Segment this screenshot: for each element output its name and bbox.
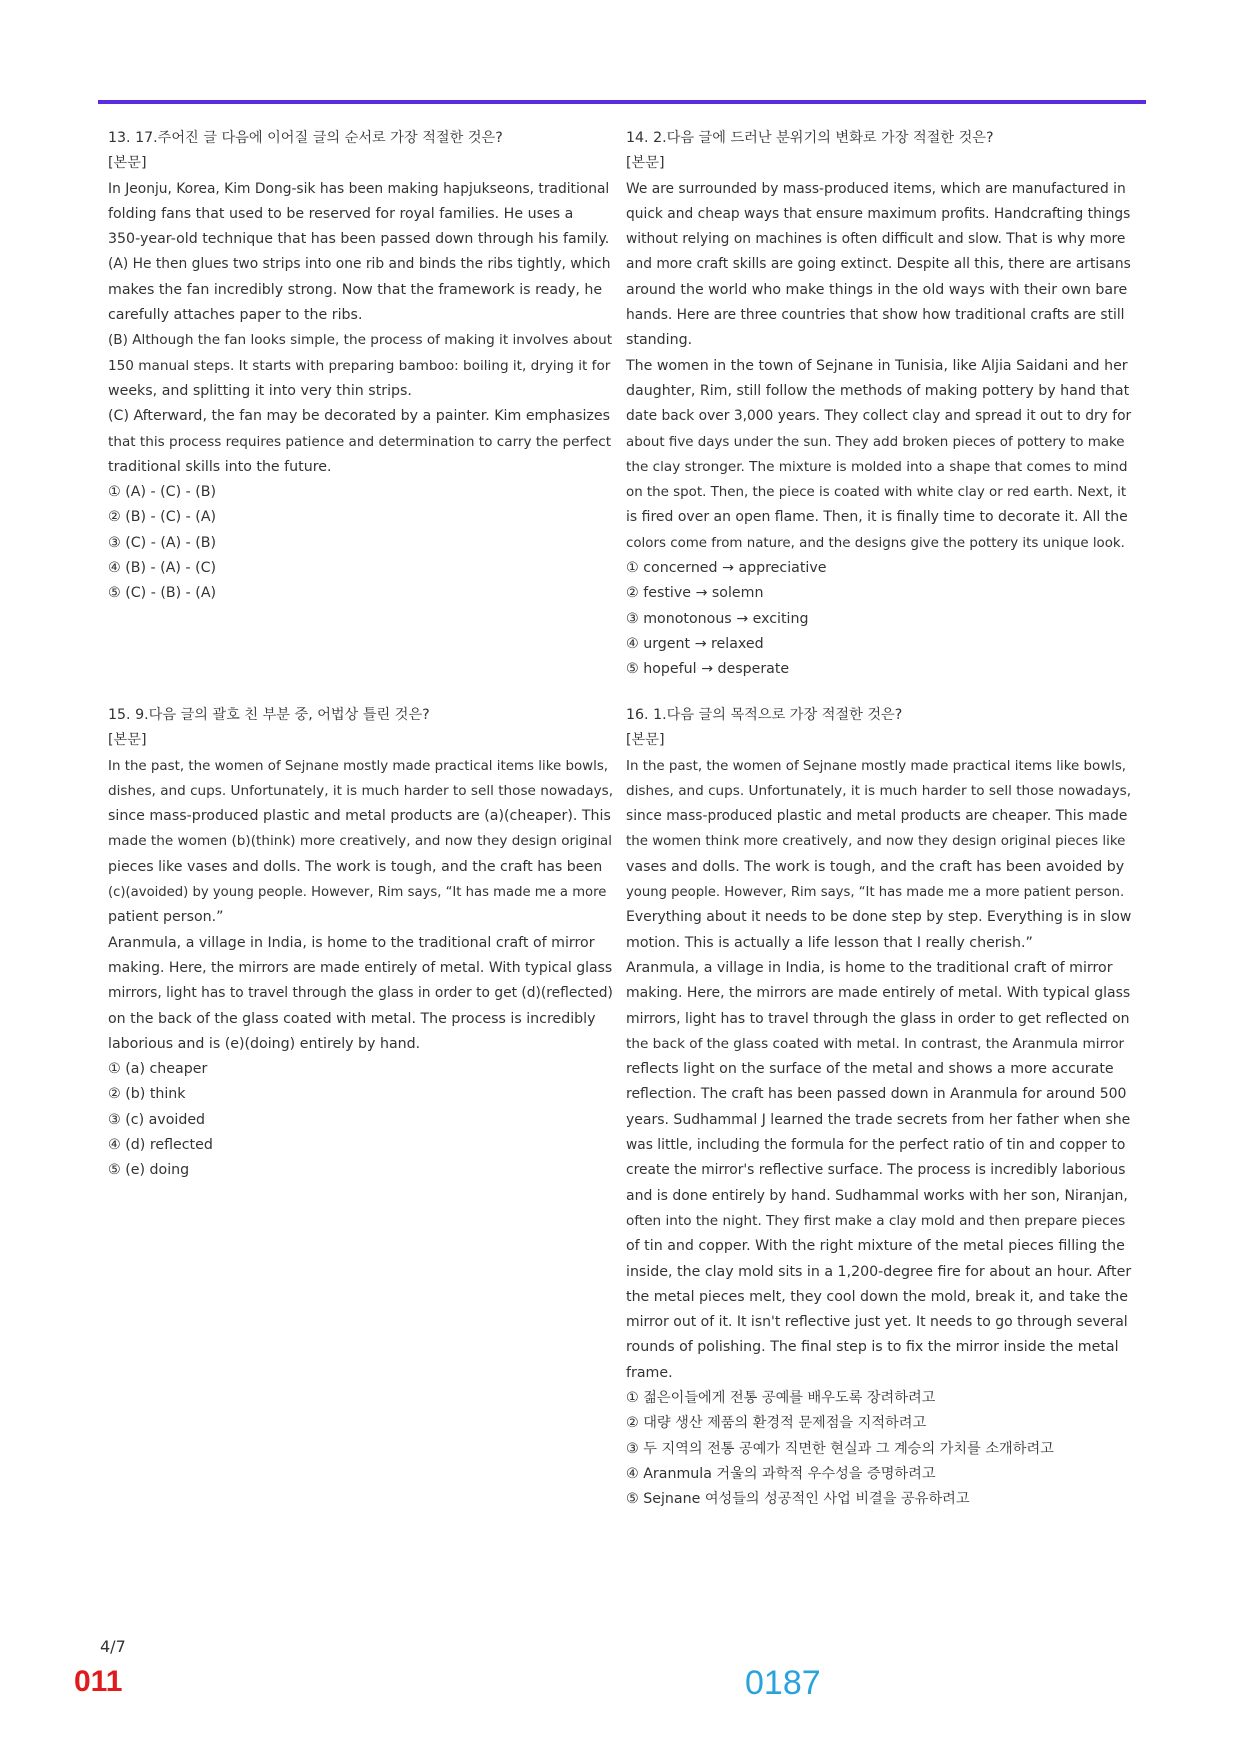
question-title: 13. 17.주어진 글 다음에 이어질 글의 순서로 가장 적절한 것은? bbox=[108, 130, 503, 146]
passage-line: without relying on machines is often difficult and slow. That is why more bbox=[626, 231, 1126, 248]
passage-line: made the women (b)(think) more creatively, and now they design original bbox=[108, 833, 613, 850]
question-title: 16. 1.다음 글의 목적으로 가장 적절한 것은? bbox=[626, 707, 903, 723]
passage-line: In the past, the women of Sejnane mostly made practical items like bowls, bbox=[626, 758, 1127, 774]
passage-line: We are surrounded by mass-produced items, which are manufactured in bbox=[626, 180, 1126, 197]
footer-number: 0187 bbox=[745, 1664, 821, 1702]
passage-line: that this process requires patience and determination to carry the perfect bbox=[108, 433, 612, 450]
passage-line: (c)(avoided) by young people. However, Rim says, “It has made me a more bbox=[108, 885, 607, 901]
passage-line: making. Here, the mirrors are made entirely of metal. With typical glass bbox=[108, 959, 613, 976]
passage-line: 150 manual steps. It starts with preparing bamboo: boiling it, drying it for bbox=[108, 357, 611, 374]
answer-option: ① (a) cheaper bbox=[108, 1061, 208, 1078]
passage-line: Everything about it needs to be done step by step. Everything is in slow bbox=[626, 909, 1132, 926]
passage-line: 350-year-old technique that has been passed down through his family. bbox=[108, 231, 610, 248]
passage-line: pieces like vases and dolls. The work is tough, and the craft has been bbox=[108, 858, 603, 875]
answer-option: ③ (C) - (A) - (B) bbox=[108, 534, 217, 551]
passage-line: of tin and copper. With the right mixture of the metal pieces filling the bbox=[626, 1238, 1125, 1255]
passage-line: In Jeonju, Korea, Kim Dong-sik has been making hapjukseons, traditional bbox=[108, 180, 610, 197]
question-title: 15. 9.다음 글의 괄호 친 부분 중, 어법상 틀린 것은? bbox=[108, 707, 430, 723]
header-rule bbox=[98, 100, 1146, 104]
answer-option: ① concerned → appreciative bbox=[626, 560, 827, 577]
passage-line: the metal pieces melt, they cool down the mold, break it, and take the bbox=[626, 1288, 1128, 1305]
passage-line: reflects light on the surface of the metal and shows a more accurate bbox=[626, 1061, 1114, 1078]
passage-line: inside, the clay mold sits in a 1,200-degree fire for about an hour. After bbox=[626, 1263, 1132, 1280]
question-14 bbox=[626, 126, 1131, 683]
question-13 bbox=[108, 126, 613, 607]
passage-line: dishes, and cups. Unfortunately, it is much harder to sell those nowadays, bbox=[108, 782, 614, 799]
passage-line: (C) Afterward, the fan may be decorated by a painter. Kim emphasizes bbox=[108, 408, 610, 425]
answer-option: ② 대량 생산 제품의 환경적 문제점을 지적하려고 bbox=[626, 1415, 927, 1432]
passage-line: the back of the glass coated with metal. In contrast, the Aranmula mirror bbox=[626, 1035, 1125, 1052]
answer-option: ④ Aranmula 거울의 과학적 우수성을 증명하려고 bbox=[626, 1465, 936, 1482]
passage-line: and is done entirely by hand. Sudhammal works with her son, Niranjan, bbox=[626, 1187, 1128, 1204]
passage-line: on the spot. Then, the piece is coated with white clay or red earth. Next, it bbox=[626, 485, 1127, 501]
passage-line: mirror out of it. It isn't reflective just yet. It needs to go through several bbox=[626, 1314, 1128, 1331]
passage-line: around the world who make things in the old ways with their own bare bbox=[626, 281, 1128, 298]
passage-line: making. Here, the mirrors are made entirely of metal. With typical glass bbox=[626, 985, 1131, 1002]
answer-option: ② (B) - (C) - (A) bbox=[108, 509, 217, 526]
answer-option: ③ monotonous → exciting bbox=[626, 610, 809, 627]
passage-tag: [본문] bbox=[626, 732, 665, 749]
passage-line: daughter, Rim, still follow the methods of making pottery by hand that bbox=[626, 382, 1130, 399]
passage-line: Aranmula, a village in India, is home to the traditional craft of mirror bbox=[108, 934, 595, 951]
passage-line: colors come from nature, and the designs give the pottery its unique look. bbox=[626, 535, 1125, 551]
passage-line: patient person.” bbox=[108, 909, 224, 926]
passage-line: often into the night. They first make a clay mold and then prepare pieces bbox=[626, 1212, 1126, 1229]
passage-line: (B) Although the fan looks simple, the process of making it involves about bbox=[108, 332, 613, 349]
question-title: 14. 2.다음 글에 드러난 분위기의 변화로 가장 적절한 것은? bbox=[626, 130, 994, 146]
passage-tag: [본문] bbox=[626, 155, 665, 172]
passage-line: mirrors, light has to travel through the glass in order to get reflected on bbox=[626, 1010, 1130, 1027]
answer-option: ④ urgent → relaxed bbox=[626, 635, 764, 652]
passage-line: since mass-produced plastic and metal products are cheaper. This made bbox=[626, 808, 1128, 825]
passage-line: rounds of polishing. The final step is to fix the mirror inside the metal bbox=[626, 1339, 1119, 1356]
passage-line: was little, including the formula for the perfect ratio of tin and copper to bbox=[626, 1137, 1126, 1154]
passage-line: the clay stronger. The mixture is molded into a shape that comes to mind bbox=[626, 458, 1128, 475]
passage-line: about five days under the sun. They add broken pieces of pottery to make bbox=[626, 434, 1125, 450]
footer-code: 011 bbox=[74, 1665, 123, 1698]
passage-line: motion. This is actually a life lesson that I really cherish.” bbox=[626, 934, 1033, 951]
passage-line: and more craft skills are going extinct. Despite all this, there are artisans bbox=[626, 256, 1131, 273]
passage-line: since mass-produced plastic and metal products are (a)(cheaper). This bbox=[108, 808, 611, 825]
passage-line: on the back of the glass coated with metal. The process is incredibly bbox=[108, 1010, 596, 1027]
passage-line: laborious and is (e)(doing) entirely by hand. bbox=[108, 1035, 421, 1052]
passage-line: traditional skills into the future. bbox=[108, 458, 332, 475]
answer-option: ④ (B) - (A) - (C) bbox=[108, 560, 217, 577]
passage-line: Aranmula, a village in India, is home to the traditional craft of mirror bbox=[626, 959, 1113, 976]
answer-option: ⑤ (C) - (B) - (A) bbox=[108, 585, 217, 602]
passage-line: standing. bbox=[626, 332, 693, 349]
answer-option: ② festive → solemn bbox=[626, 585, 764, 602]
answer-option: ① 젊은이들에게 전통 공예를 배우도록 장려하려고 bbox=[626, 1390, 936, 1407]
passage-line: create the mirror's reflective surface. The process is incredibly laborious bbox=[626, 1162, 1126, 1179]
page-indicator: 4/7 bbox=[100, 1637, 126, 1656]
passage-line: mirrors, light has to travel through the glass in order to get (d)(reflected) bbox=[108, 985, 613, 1002]
passage-line: young people. However, Rim says, “It has made me a more patient person. bbox=[626, 885, 1125, 901]
answer-option: ① (A) - (C) - (B) bbox=[108, 484, 217, 501]
passage-tag: [본문] bbox=[108, 732, 147, 749]
answer-option: ⑤ (e) doing bbox=[108, 1162, 190, 1179]
passage-line: folding fans that used to be reserved for royal families. He uses a bbox=[108, 205, 574, 222]
answer-option: ② (b) think bbox=[108, 1086, 186, 1103]
passage-tag: [본문] bbox=[108, 155, 147, 172]
answer-option: ⑤ hopeful → desperate bbox=[626, 661, 790, 678]
answer-option: ③ (c) avoided bbox=[108, 1111, 206, 1128]
passage-line: years. Sudhammal J learned the trade secrets from her father when she bbox=[626, 1111, 1131, 1128]
passage-line: weeks, and splitting it into very thin strips. bbox=[108, 382, 412, 399]
answer-option: ④ (d) reflected bbox=[108, 1137, 213, 1154]
passage-line: date back over 3,000 years. They collect clay and spread it out to dry for bbox=[626, 408, 1132, 425]
passage-line: quick and cheap ways that ensure maximum profits. Handcrafting things bbox=[626, 205, 1131, 222]
passage-line: In the past, the women of Sejnane mostly made practical items like bowls, bbox=[108, 758, 609, 774]
answer-option: ⑤ Sejnane 여성들의 성공적인 사업 비결을 공유하려고 bbox=[626, 1491, 970, 1508]
passage-line: (A) He then glues two strips into one rib and binds the ribs tightly, which bbox=[108, 256, 611, 273]
passage-line: the women think more creatively, and now they design original pieces like bbox=[626, 834, 1126, 850]
question-16 bbox=[626, 703, 1131, 1513]
passage-line: The women in the town of Sejnane in Tunisia, like Aljia Saidani and her bbox=[626, 357, 1128, 374]
question-15 bbox=[108, 703, 613, 1184]
passage-line: dishes, and cups. Unfortunately, it is much harder to sell those nowadays, bbox=[626, 782, 1132, 799]
passage-line: makes the fan incredibly strong. Now that the framework is ready, he bbox=[108, 281, 603, 298]
answer-option: ③ 두 지역의 전통 공예가 직면한 현실과 그 계승의 가치를 소개하려고 bbox=[626, 1440, 1054, 1457]
passage-line: vases and dolls. The work is tough, and the craft has been avoided by bbox=[626, 858, 1125, 875]
passage-line: frame. bbox=[626, 1364, 673, 1381]
passage-line: hands. Here are three countries that show how traditional crafts are still bbox=[626, 307, 1125, 324]
passage-line: carefully attaches paper to the ribs. bbox=[108, 307, 363, 324]
passage-line: is fired over an open flame. Then, it is finally time to decorate it. All the bbox=[626, 509, 1128, 526]
passage-line: reflection. The craft has been passed down in Aranmula for around 500 bbox=[626, 1086, 1127, 1103]
